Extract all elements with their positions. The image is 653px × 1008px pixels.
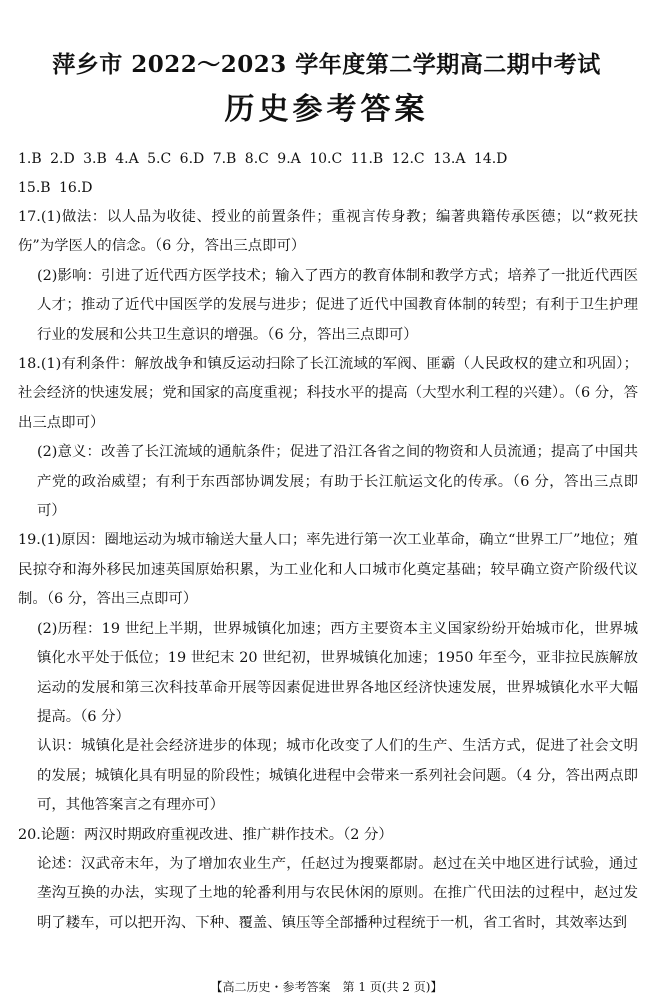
q20-part-2: 论述：汉武帝末年，为了增加农业生产，任赵过为搜粟都尉。赵过在关中地区进行试验，通过垄沟互换的办法，实现了土地的轮番利用与农民休闲的原则。在推广代田法的过程中，赵过发明了耧车，可以把开沟、下种、覆盖、镇压等全部播种过程统于一机，省工省时，其效率达到 — [37, 855, 638, 931]
q18-part-2: (2)意义：改善了长江流域的通航条件；促进了沿江各省之间的物资和人员流通；提高了中国共产党的政治威望；有利于东西部协调发展；有助于长江航运文化的传承。（6 分，答出三点即可） — [37, 444, 638, 520]
q17-part-2: (2)影响：引进了近代西方医学技术；输入了西方的教育体制和教学方式；培养了一批近代西医人才；推动了近代中国医学的发展与进步；促进了近代中国教育体制的转型；有利于卫生护理行业的发展和公共卫生意识的增强。（6 分，答出三点即可） — [37, 267, 638, 343]
question-18 — [18, 350, 638, 526]
q20-part-1: 20.论题：两汉时期政府重视改进、推广耕作技术。（2 分） — [18, 826, 393, 843]
page-footer: 【高二历史・参考答案 第 1 页(共 2 页)】 — [210, 980, 443, 994]
q17-part-1: 17.(1)做法：以人品为收徒、授业的前置条件；重视言传身教；编著典籍传承医德；以“救死扶伤”为学医人的信念。（6 分，答出三点即可） — [18, 209, 638, 255]
exam-title: 萍乡市 2022～2023 学年度第二学期高二期中考试 — [52, 51, 601, 78]
answer-content — [18, 145, 638, 938]
q19-part-1: 19.(1)原因：圈地运动为城市输送大量人口；率先进行第一次工业革命，确立“世界工厂”地位；殖民掠夺和海外移民加速英国原始积累，为工业化和人口城市化奠定基础；较早确立资产阶级代议制。（6 分，答出三点即可） — [18, 532, 638, 608]
question-17 — [18, 203, 638, 350]
q19-part-2: (2)历程：19 世纪上半期，世界城镇化加速；西方主要资本主义国家纷纷开始城市化，世界城镇化水平处于低位；19 世纪末 20 世纪初，世界城镇化加速；1950 年至今，亚非拉民族解放运动的发展和第三次科技革命开展等因素促进世界各地区经济快速发展，世界城镇化水平大幅提高。（6 分） — [37, 620, 638, 725]
answer-key-title: 历史参考答案 — [224, 92, 429, 127]
choice-answers-row-2: 15.B 16.D — [18, 180, 93, 196]
q19-part-3: 认识：城镇化是社会经济进步的体现；城市化改变了人们的生产、生活方式，促进了社会文明的发展；城镇化具有明显的阶段性；城镇化进程中会带来一系列社会问题。（4 分，答出两点即可，其他答案言之有理亦可） — [37, 738, 638, 814]
question-20 — [18, 821, 638, 939]
choice-answers-row-1: 1.B 2.D 3.B 4.A 5.C 6.D 7.B 8.C 9.A 10.C 11.B 12.C 13.A 14.D — [18, 151, 508, 167]
q18-part-1: 18.(1)有利条件：解放战争和镇反运动扫除了长江流域的军阀、匪霸（人民政权的建立和巩固）；社会经济的快速发展；党和国家的高度重视；科技水平的提高（大型水利工程的兴建）。（6 分，答出三点即可） — [18, 356, 638, 431]
question-19 — [18, 526, 638, 820]
